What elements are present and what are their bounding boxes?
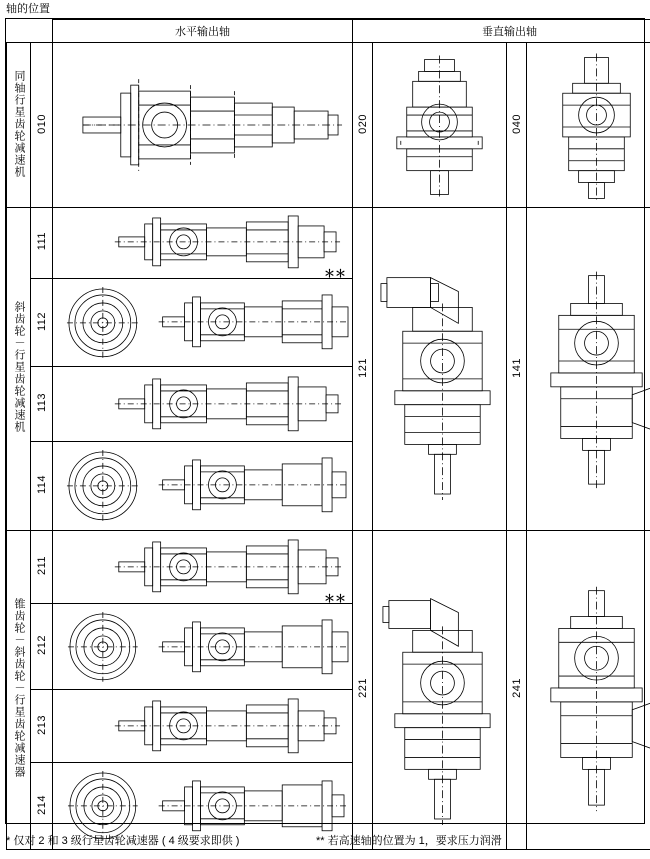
figure-112-horizontal bbox=[53, 267, 353, 367]
code-cell-112 bbox=[31, 278, 53, 367]
code-cell-241 bbox=[507, 530, 527, 849]
code-241: 241 bbox=[510, 678, 523, 699]
code-cell-111 bbox=[31, 208, 53, 279]
figure-111-horizontal bbox=[53, 208, 353, 279]
code-cell-211 bbox=[31, 530, 53, 603]
header-horizontal-label: 水平输出轴 bbox=[175, 26, 230, 38]
group-label-coaxial bbox=[7, 43, 31, 208]
figure-213-horizontal bbox=[53, 690, 353, 763]
double-asterisk-mark-112: ＊＊ bbox=[324, 267, 346, 280]
code-221: 221 bbox=[356, 678, 369, 699]
figure-114-horizontal bbox=[53, 442, 353, 531]
code-010: 010 bbox=[35, 113, 48, 134]
group-label-helical-planetary bbox=[7, 208, 31, 531]
double-asterisk-mark-212: ＊＊ bbox=[324, 592, 346, 605]
code-114: 114 bbox=[35, 475, 48, 495]
code-213: 213 bbox=[35, 714, 48, 735]
code-112: 112 bbox=[35, 311, 48, 331]
figure-020-vertical bbox=[373, 43, 507, 208]
group-label-bevel-helical-planetary bbox=[7, 530, 31, 849]
figure-113-horizontal bbox=[53, 367, 353, 442]
figure-121-vertical bbox=[373, 208, 507, 531]
code-cell-114 bbox=[31, 442, 53, 531]
figure-040-vertical bbox=[527, 43, 650, 208]
code-111: 111 bbox=[35, 232, 48, 251]
header-vertical-label: 垂直输出轴 bbox=[482, 26, 537, 38]
code-cell-141 bbox=[507, 208, 527, 531]
page-title: 轴的位置 bbox=[6, 3, 50, 15]
code-214: 214 bbox=[35, 794, 48, 815]
code-cell-221 bbox=[353, 530, 373, 849]
header-empty-cell bbox=[7, 20, 53, 43]
code-121: 121 bbox=[356, 357, 369, 378]
code-040: 040 bbox=[510, 113, 523, 134]
code-cell-010 bbox=[31, 43, 53, 208]
code-212: 212 bbox=[35, 635, 48, 655]
figure-141-vertical bbox=[527, 208, 650, 531]
figure-241-vertical bbox=[527, 530, 650, 849]
code-113: 113 bbox=[35, 393, 48, 413]
header-vertical bbox=[353, 20, 650, 43]
header-horizontal bbox=[53, 20, 353, 43]
footnote-single-asterisk: * 仅对 2 和 3 级行星齿轮减速器 ( 4 级要求即供 ) bbox=[6, 835, 240, 847]
code-211: 211 bbox=[35, 555, 48, 575]
code-cell-213 bbox=[31, 690, 53, 763]
table-header-row bbox=[7, 20, 650, 43]
figure-221-vertical bbox=[373, 530, 507, 849]
figure-212-horizontal bbox=[53, 592, 353, 690]
group-label-text: 斜齿轮－行星齿轮减速机 bbox=[13, 301, 25, 434]
code-cell-212 bbox=[31, 603, 53, 690]
code-141: 141 bbox=[510, 357, 523, 378]
code-020: 020 bbox=[356, 113, 369, 134]
group-label-text: 锥齿轮－斜齿轮－行星齿轮减速器 bbox=[13, 598, 25, 779]
code-cell-121-wrap bbox=[353, 208, 373, 531]
code-cell-113 bbox=[31, 367, 53, 442]
group-label-text: 同轴行星齿轮减速机 bbox=[13, 69, 25, 178]
footnote-double-asterisk: ** 若高速轴的位置为 1，要求压力润滑 bbox=[316, 835, 502, 847]
gearbox-arrangement-table bbox=[5, 18, 645, 824]
figure-211-horizontal bbox=[53, 530, 353, 603]
table-row bbox=[7, 43, 650, 208]
figure-010-horizontal bbox=[53, 43, 353, 208]
code-cell-020 bbox=[353, 43, 373, 208]
code-cell-040 bbox=[507, 43, 527, 208]
